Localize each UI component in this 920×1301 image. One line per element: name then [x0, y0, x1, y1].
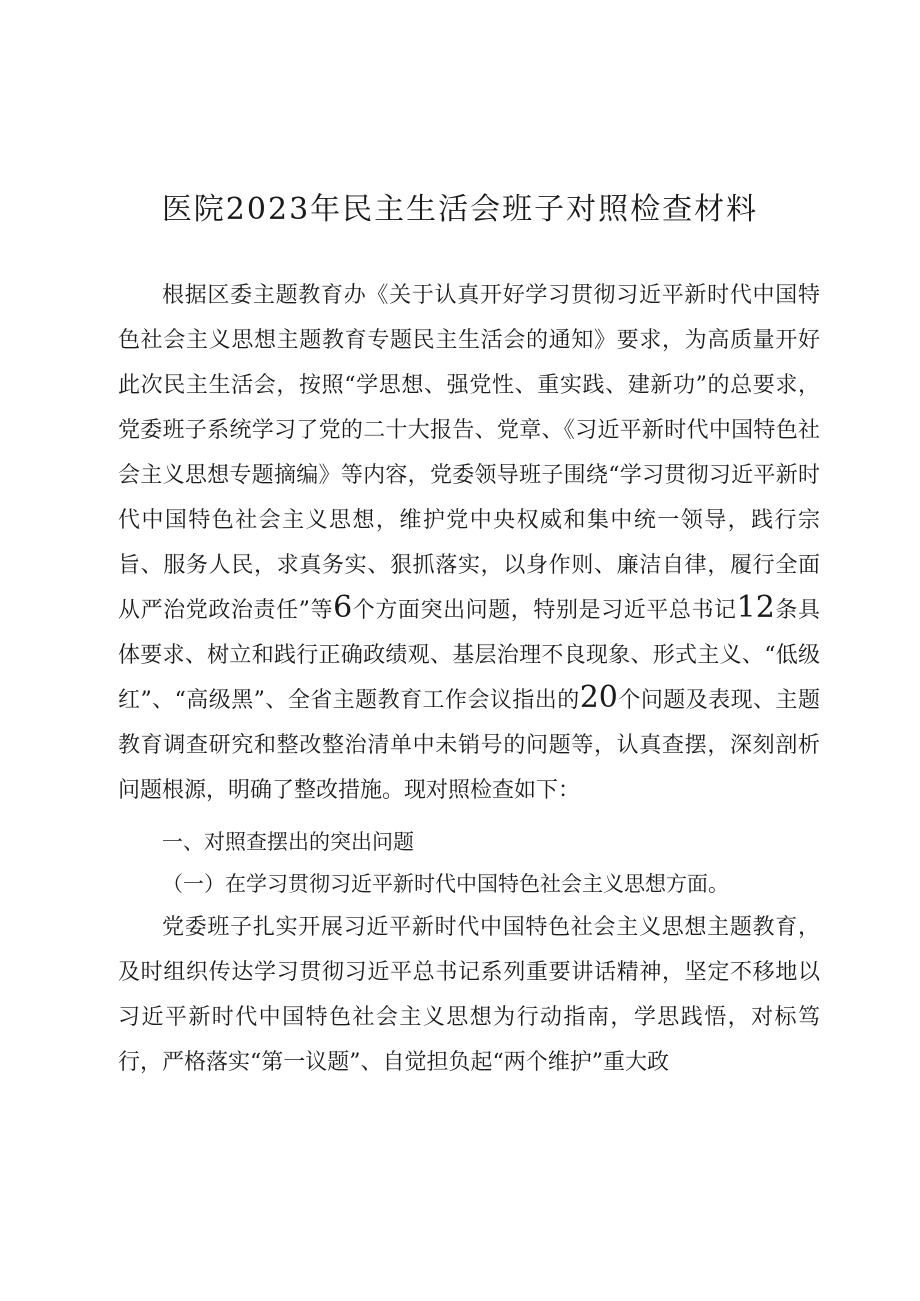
intro-number-6: 6 — [333, 590, 353, 625]
subsection-heading-1: （一）在学习贯彻习近平新时代中国特色社会主义思想方面。 — [162, 872, 729, 896]
intro-number-20: 20 — [579, 680, 618, 715]
document-title: 医院2023年民主生活会班子对照检查材料 — [161, 192, 759, 227]
subsection-paragraph-1: 党委班子扎实开展习近平新时代中国特色社会主义思想主题教育，及时组织传达学习贯彻习近平总书记系列重要讲话精神，坚定不移地以习近平新时代中国特色社会主义思想为行动指南，学思践悟，对标笃行，严格落实“第一议题”、自觉担负起“两个维护”重大政 — [118, 915, 820, 1075]
intro-text-1: 根据区委主题教育办《关于认真开好学习贯彻习近平新时代中国特色社会主义思想主题教育专题民主生活会的通知》要求，为高质量开好此次民主生活会，按照“学思想、强党性、重实践、建新功”的总要求，党委班子系统学习了党的二十大报告、党章、《习近平新时代中国特色社会主义思想专题摘编》等内容，党委领导班子围绕“学习贯彻习近平新时代中国特色社会主义思想，维护党中央权威和集中统一领导，践行宗旨、服务人民，求真务实、狠抓落实，以身作则、廉洁自律，履行全面从严治党政治责任”等 — [118, 283, 820, 623]
section-heading-1: 一、对照查摆出的突出问题 — [162, 830, 414, 854]
intro-text-4: 个问题及表现、主题教育调查研究和整改整治清单中未销号的问题等，认真查摆，深刻剖析问题根源，明确了整改措施。现对照检查如下： — [118, 688, 820, 803]
intro-text-3: 条具体要求、树立和践行正确政绩观、基层治理不良现象、形式主义、“低级红”、“高级黑”、全省主题教育工作会议指出的 — [118, 598, 820, 713]
intro-text-2: 个方面突出问题，特别是习近平总书记 — [352, 598, 737, 623]
intro-paragraph — [118, 273, 820, 813]
intro-number-12: 12 — [736, 590, 775, 625]
